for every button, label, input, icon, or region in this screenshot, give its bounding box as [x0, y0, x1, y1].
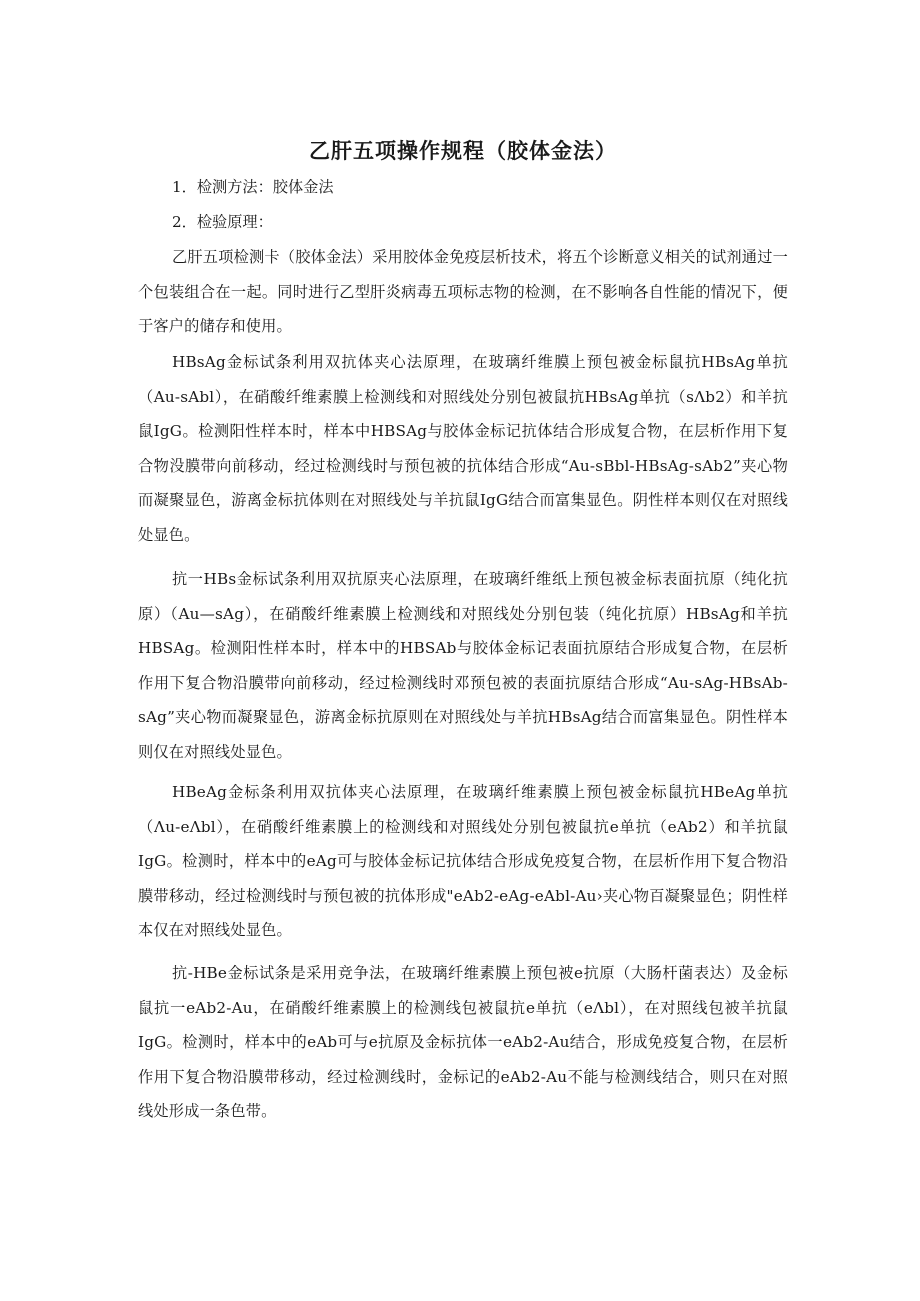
document-title: 乙肝五项操作规程（胶体金法）: [309, 139, 617, 163]
section-detection-method: 1．检测方法：胶体金法: [172, 178, 334, 196]
section-principle: 2．检验原理：: [172, 213, 273, 231]
paragraph-anti-hbs: 抗一HBs金标试条利用双抗原夹心法原理，在玻璃纤维纸上预包被金标表面抗原（纯化抗原）（Au—sAg），在硝酸纤维素膜上检测线和对照线处分别包装（纯化抗原）HBsAg和羊抗HBSAg。检测阳性样本时，样本中的HBSAb与胶体金标记表面抗原结合形成复合物，在层析作用下复合物沿膜带向前移动，经过检测线时邓预包被的表面抗原结合形成“Au-sAg-HBsAb-sAg”夹心物而凝聚显色，游离金标抗原则在对照线处与羊抗HBsAg结合而富集显色。阴性样本则仅在对照线处显色。: [138, 570, 788, 761]
paragraph-hbsag: HBsAg金标试条利用双抗体夹心法原理，在玻璃纤维膜上预包被金标鼠抗HBsAg单抗（Au-sAbl），在硝酸纤维素膜上检测线和对照线处分别包被鼠抗HBsAg单抗（sΛb2）和羊抗鼠IgG。检测阳性样本时，样本中HBSAg与胶体金标记抗体结合形成复合物，在层析作用下复合物没膜带向前移动，经过检测线时与预包被的抗体结合形成“Au-sBbl-HBsAg-sAb2”夹心物而凝聚显色，游离金标抗体则在对照线处与羊抗鼠IgG结合而富集显色。阴性样本则仅在对照线处显色。: [138, 353, 788, 544]
paragraph-hbeag: HBeAg金标条利用双抗体夹心法原理，在玻璃纤维素膜上预包被金标鼠抗HBeAg单抗（Λu-eΛbl），在硝酸纤维素膜上的检测线和对照线处分别包被鼠抗e单抗（eAb2）和羊抗鼠IgG。检测时，样本中的eAg可与胶体金标记抗体结合形成免疫复合物，在层析作用下复合物沿膜带移动，经过检测线时与预包被的抗体形成"eAb2-eAg-eAbl-Au›夹心物百凝聚显色；阴性样本仅在对照线处显色。: [138, 783, 788, 940]
paragraph-anti-hbe: 抗-HBe金标试条是采用竞争法，在玻璃纤维素膜上预包被e抗原（大肠杆菌表达）及金标鼠抗一eAb2-Au，在硝酸纤维素膜上的检测线包被鼠抗e单抗（eΛbl），在对照线包被羊抗鼠IgG。检测时，样本中的eAb可与e抗原及金标抗体一eAb2-Au结合，形成免疫复合物，在层析作用下复合物沿膜带移动，经过检测线时，金标记的eAb2-Au不能与检测线结合，则只在对照线处形成一条色带。: [138, 964, 788, 1121]
paragraph-intro: 乙肝五项检测卡（胶体金法）采用胶体金免疫层析技术，将五个诊断意义相关的试剂通过一个包装组合在一起。同时进行乙型肝炎病毒五项标志物的检测，在不影响各自性能的情况下，便于客户的储存和使用。: [138, 248, 788, 336]
